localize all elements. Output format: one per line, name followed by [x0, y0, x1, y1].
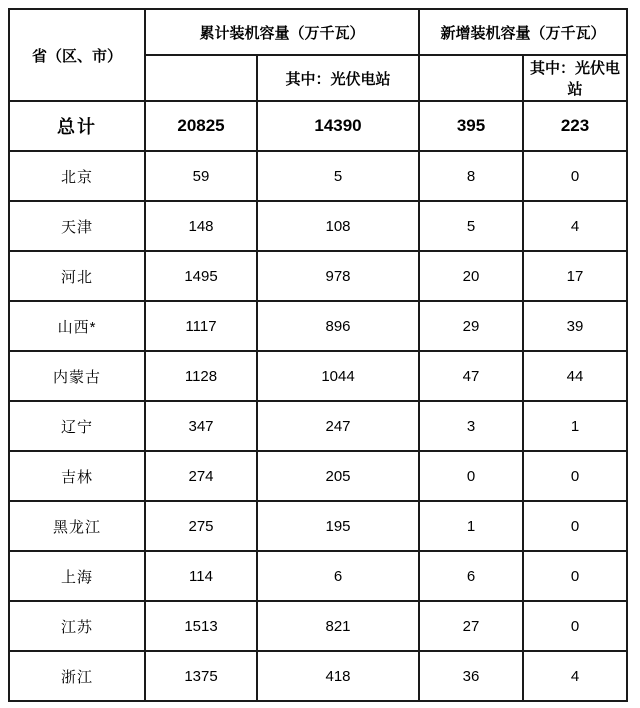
table-row-total [9, 101, 627, 151]
header-cumulative-group: 累计装机容量（万千瓦） [145, 9, 419, 55]
cumulative-value: 59 [145, 151, 257, 201]
new-pv-value: 0 [523, 551, 627, 601]
new-value: 0 [419, 451, 523, 501]
new-value: 20 [419, 251, 523, 301]
cumulative-value: 347 [145, 401, 257, 451]
table-row [9, 451, 627, 501]
new-value: 29 [419, 301, 523, 351]
cumulative-value: 1375 [145, 651, 257, 701]
new-value: 3 [419, 401, 523, 451]
cumulative-pv-value: 108 [257, 201, 419, 251]
header-new-blank [419, 55, 523, 101]
cumulative-pv-value: 195 [257, 501, 419, 551]
new-value: 47 [419, 351, 523, 401]
province-name: 内蒙古 [9, 351, 145, 401]
table-header-row-top [9, 9, 627, 55]
cumulative-pv-value: 205 [257, 451, 419, 501]
province-name: 黑龙江 [9, 501, 145, 551]
new-pv-value: 1 [523, 401, 627, 451]
table-row [9, 351, 627, 401]
table-row [9, 201, 627, 251]
table-row [9, 601, 627, 651]
new-pv-value: 17 [523, 251, 627, 301]
header-province: 省（区、市） [9, 9, 145, 101]
province-name: 辽宁 [9, 401, 145, 451]
new-pv-value: 4 [523, 651, 627, 701]
new-value: 6 [419, 551, 523, 601]
header-new-group: 新增装机容量（万千瓦） [419, 9, 627, 55]
total-cumulative: 20825 [145, 101, 257, 151]
table-row [9, 301, 627, 351]
province-name: 北京 [9, 151, 145, 201]
cumulative-pv-value: 5 [257, 151, 419, 201]
new-value: 1 [419, 501, 523, 551]
province-name: 山西* [9, 301, 145, 351]
table-row [9, 151, 627, 201]
table-row [9, 651, 627, 701]
total-new: 395 [419, 101, 523, 151]
cumulative-pv-value: 821 [257, 601, 419, 651]
cumulative-pv-value: 1044 [257, 351, 419, 401]
header-new-pv: 其中：光伏电站 [523, 55, 627, 101]
total-label: 总计 [9, 101, 145, 151]
pv-capacity-table [8, 8, 628, 702]
new-value: 27 [419, 601, 523, 651]
document-page [0, 8, 640, 708]
new-pv-value: 0 [523, 151, 627, 201]
cumulative-pv-value: 896 [257, 301, 419, 351]
cumulative-pv-value: 978 [257, 251, 419, 301]
new-pv-value: 0 [523, 501, 627, 551]
new-pv-value: 0 [523, 601, 627, 651]
cumulative-pv-value: 418 [257, 651, 419, 701]
cumulative-value: 114 [145, 551, 257, 601]
header-cumulative-blank [145, 55, 257, 101]
cumulative-value: 1513 [145, 601, 257, 651]
province-name: 河北 [9, 251, 145, 301]
cumulative-value: 1495 [145, 251, 257, 301]
cumulative-pv-value: 6 [257, 551, 419, 601]
cumulative-value: 274 [145, 451, 257, 501]
header-cumulative-pv: 其中：光伏电站 [257, 55, 419, 101]
total-new-pv: 223 [523, 101, 627, 151]
cumulative-value: 1128 [145, 351, 257, 401]
cumulative-value: 275 [145, 501, 257, 551]
table-row [9, 501, 627, 551]
province-name: 浙江 [9, 651, 145, 701]
table-row [9, 551, 627, 601]
new-pv-value: 39 [523, 301, 627, 351]
province-name: 江苏 [9, 601, 145, 651]
table-row [9, 251, 627, 301]
cumulative-value: 1117 [145, 301, 257, 351]
new-value: 5 [419, 201, 523, 251]
new-pv-value: 4 [523, 201, 627, 251]
cumulative-pv-value: 247 [257, 401, 419, 451]
cumulative-value: 148 [145, 201, 257, 251]
new-value: 36 [419, 651, 523, 701]
province-name: 天津 [9, 201, 145, 251]
new-pv-value: 44 [523, 351, 627, 401]
province-name: 上海 [9, 551, 145, 601]
table-row [9, 401, 627, 451]
new-value: 8 [419, 151, 523, 201]
new-pv-value: 0 [523, 451, 627, 501]
province-name: 吉林 [9, 451, 145, 501]
total-cumulative-pv: 14390 [257, 101, 419, 151]
